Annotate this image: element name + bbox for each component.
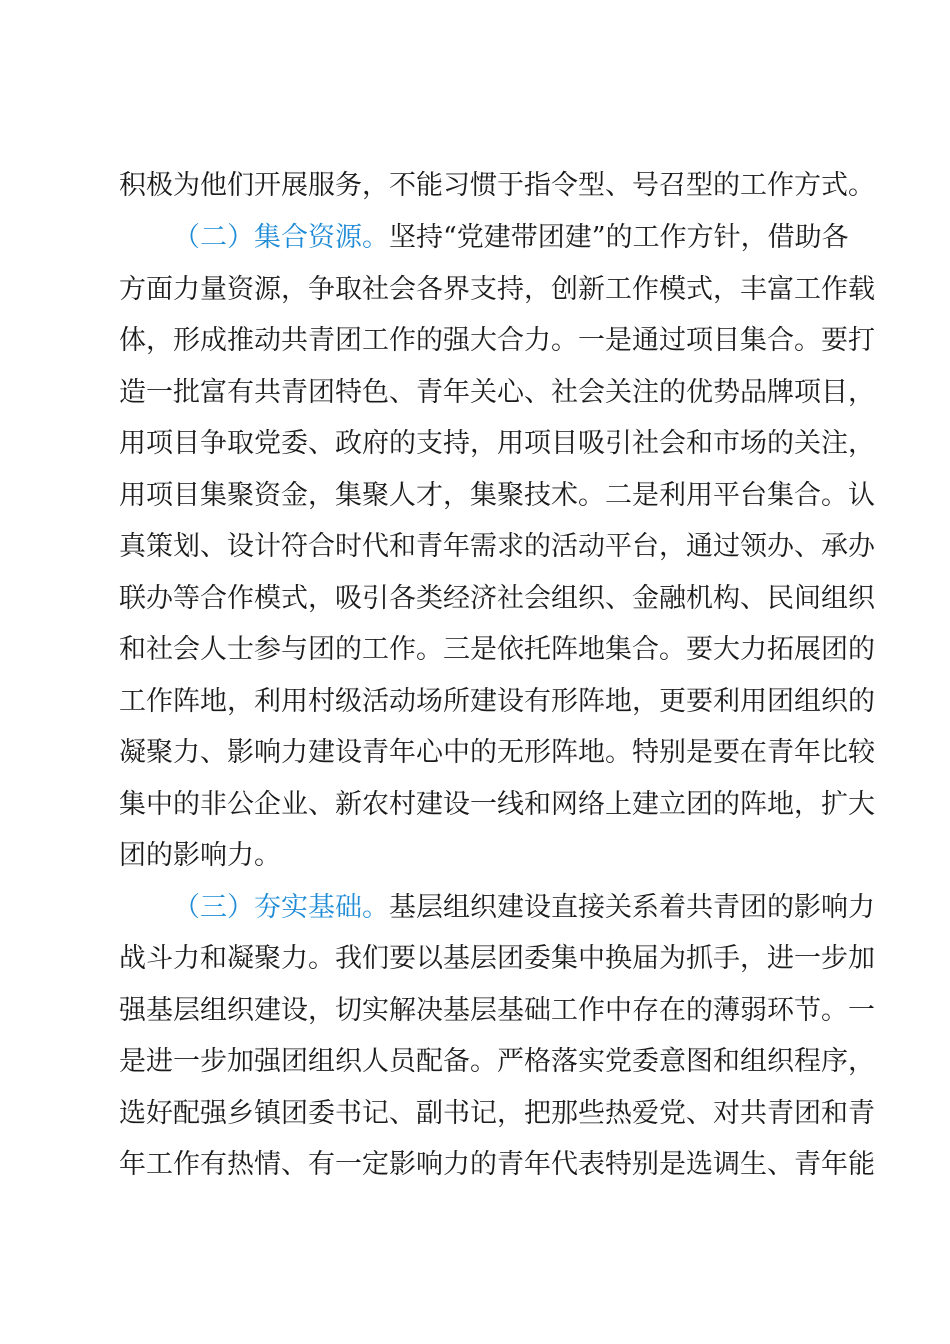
paragraph-line: 和社会人士参与团的工作。三是依托阵地集合。要大力拓展团的 (119, 634, 875, 665)
paragraph-line: （三）夯实基础。基层组织建设直接关系着共青团的影响力 (173, 892, 875, 923)
paragraph-line: 是进一步加强团组织人员配备。严格落实党委意图和组织程序， (119, 1046, 875, 1077)
paragraph-line: 年工作有热情、有一定影响力的青年代表特别是选调生、青年能 (119, 1149, 875, 1180)
section-heading-3: （三）夯实基础。 (173, 892, 389, 923)
paragraph-line: 战斗力和凝聚力。我们要以基层团委集中换届为抓手，进一步加 (119, 943, 875, 974)
section-heading-2: （二）集合资源。 (173, 222, 389, 253)
paragraph-line: 团的影响力。 (119, 840, 281, 871)
paragraph-line: 体，形成推动共青团工作的强大合力。一是通过项目集合。要打 (119, 325, 875, 356)
paragraph-line: 用项目集聚资金，集聚人才，集聚技术。二是利用平台集合。认 (119, 480, 875, 511)
paragraph-line: 积极为他们开展服务，不能习惯于指令型、号召型的工作方式。 (119, 170, 875, 201)
paragraph-line: 工作阵地，利用村级活动场所建设有形阵地，更要利用团组织的 (119, 686, 875, 717)
paragraph-line: （二）集合资源。坚持“党建带团建”的工作方针，借助各 (173, 222, 849, 253)
paragraph-line: 方面力量资源，争取社会各界支持，创新工作模式，丰富工作载 (119, 274, 875, 305)
paragraph-line: 强基层组织建设，切实解决基层基础工作中存在的薄弱环节。一 (119, 995, 875, 1026)
paragraph-line: 选好配强乡镇团委书记、副书记，把那些热爱党、对共青团和青 (119, 1098, 875, 1129)
paragraph-line: 用项目争取党委、政府的支持，用项目吸引社会和市场的关注， (119, 428, 875, 459)
paragraph-line: 联办等合作模式，吸引各类经济社会组织、金融机构、民间组织 (119, 583, 875, 614)
paragraph-line: 造一批富有共青团特色、青年关心、社会关注的优势品牌项目， (119, 377, 875, 408)
paragraph-line: 集中的非公企业、新农村建设一线和网络上建立团的阵地，扩大 (119, 789, 875, 820)
paragraph-line: 真策划、设计符合时代和青年需求的活动平台，通过领办、承办 (119, 531, 875, 562)
paragraph-line: 凝聚力、影响力建设青年心中的无形阵地。特别是要在青年比较 (119, 737, 875, 768)
